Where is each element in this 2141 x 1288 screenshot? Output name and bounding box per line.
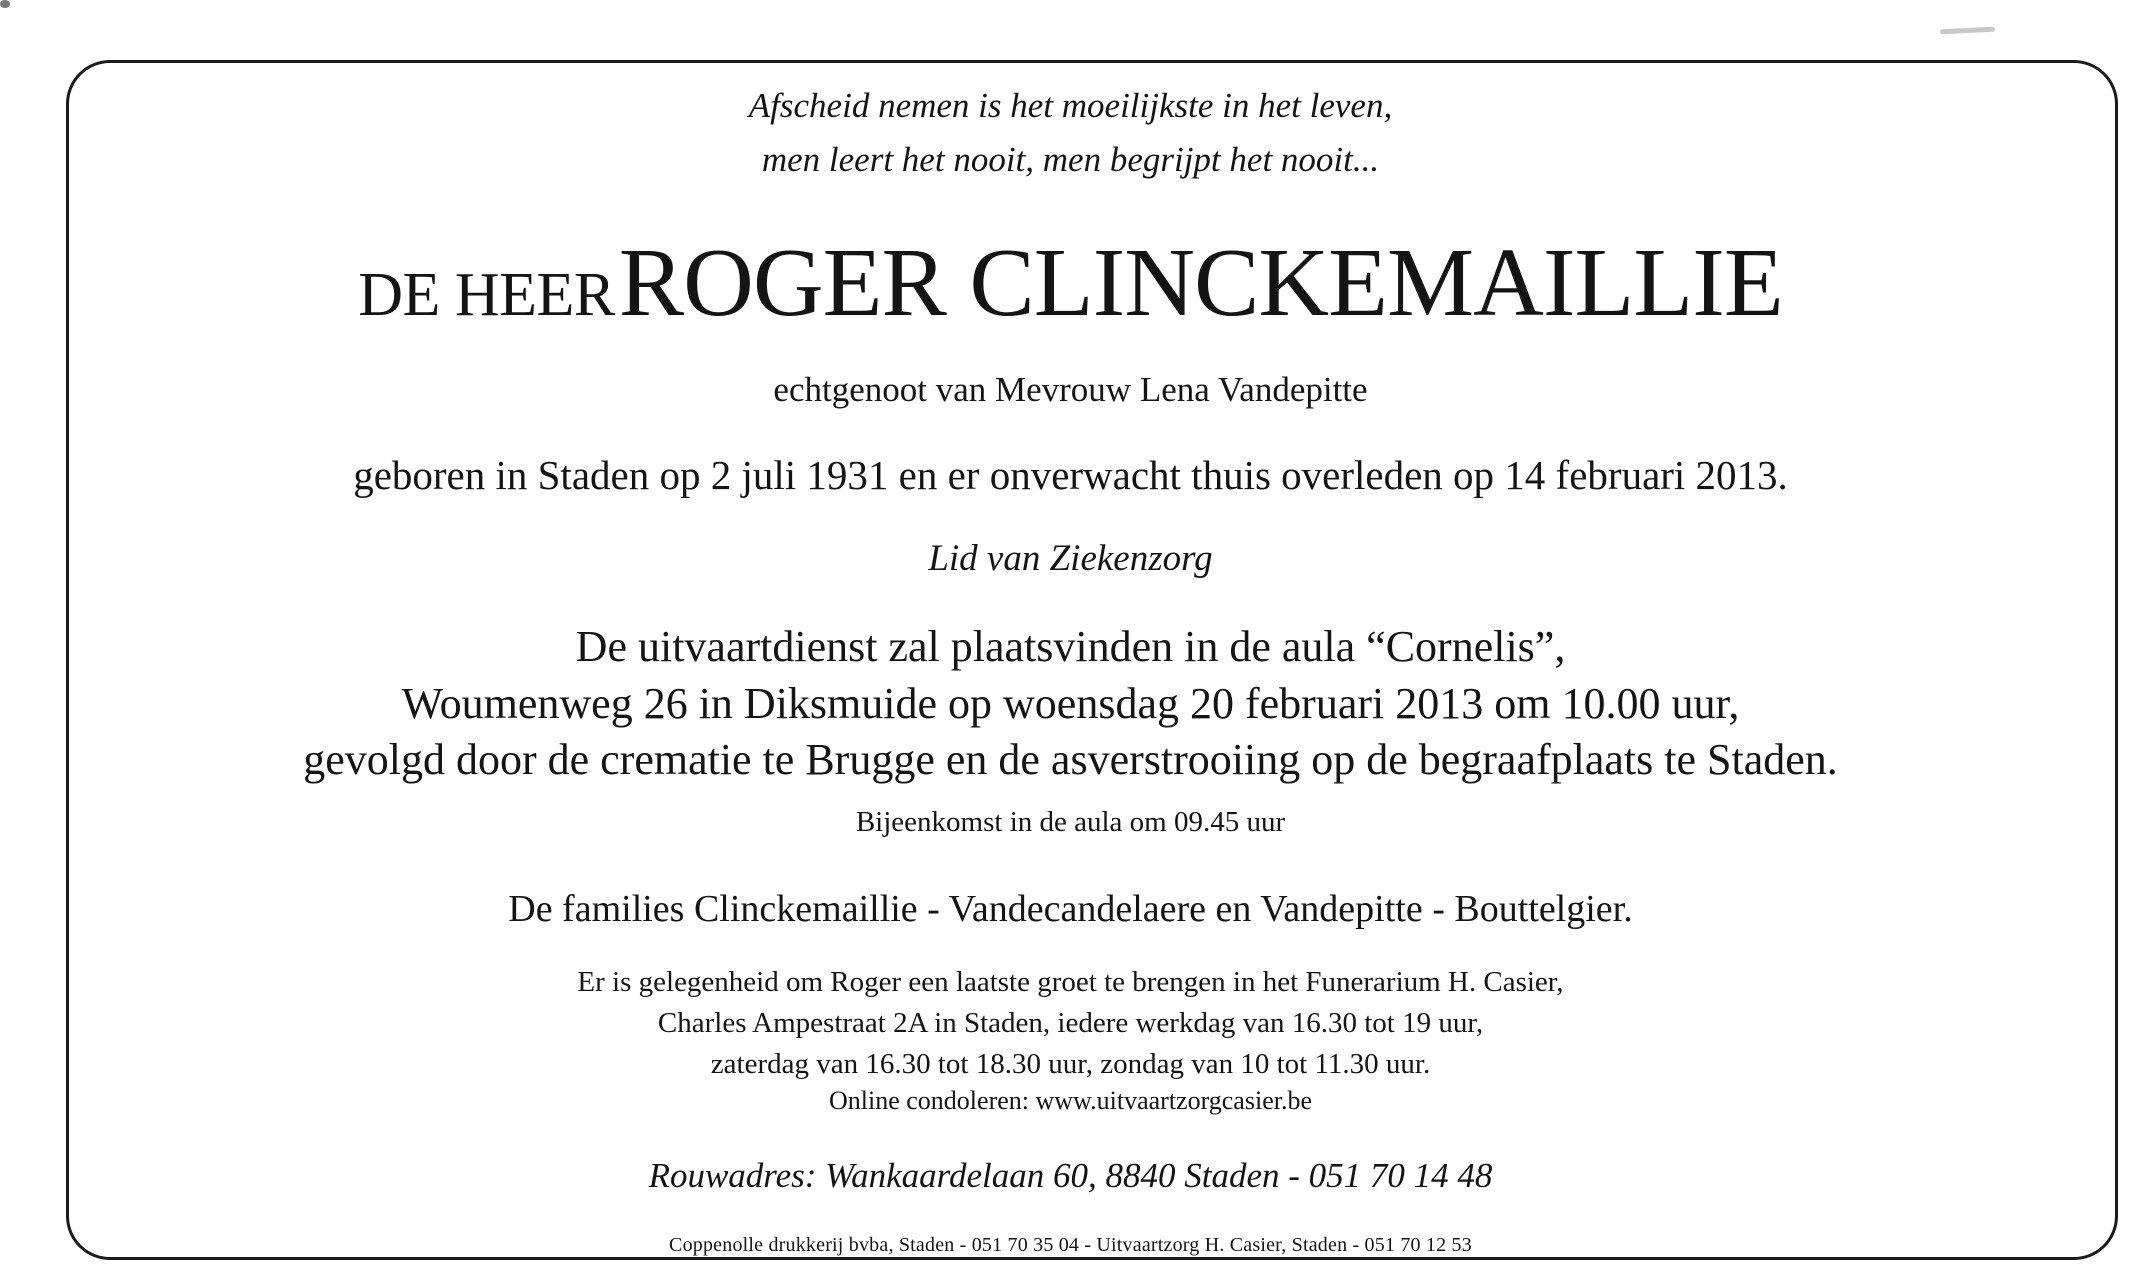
- visitation-line-1: Er is gelegenheid om Roger een laatste groet te brengen in het Funerarium H. Casier,: [577, 966, 1564, 998]
- mourning-address: Rouwadres: Wankaardelaan 60, 8840 Staden - 051 70 14 48: [648, 1156, 1493, 1195]
- visitation-line-2: Charles Ampestraat 2A in Staden, iedere werkdag van 16.30 tot 19 uur,: [657, 1007, 1484, 1039]
- printer-credits: Coppenolle drukkerij bvba, Staden - 051 70 35 04 - Uitvaartzorg H. Casier, Staden - 051 70 12 53: [669, 1234, 1472, 1256]
- membership-line: Lid van Ziekenzorg: [928, 538, 1213, 579]
- spouse-line: echtgenoot van Mevrouw Lena Vandepitte: [773, 370, 1368, 409]
- title-prefix: DE HEER: [358, 261, 615, 329]
- deceased-name: ROGER CLINCKEMAILLIE: [618, 229, 1783, 337]
- online-condolence-line: Online condoleren: www.uitvaartzorgcasier.be: [829, 1086, 1312, 1115]
- deceased-title: [0, 229, 2141, 337]
- service-line-3: gevolgd door de crematie te Brugge en de asverstrooiing op de begraafplaats te Staden.: [303, 735, 1838, 784]
- birth-death-line: geboren in Staden op 2 juli 1931 en er onverwacht thuis overleden op 14 februari 2013.: [353, 452, 1788, 498]
- service-line-1: De uitvaartdienst zal plaatsvinden in de aula “Cornelis”,: [575, 622, 1566, 671]
- service-line-2: Woumenweg 26 in Diksmuide op woensdag 20 februari 2013 om 10.00 uur,: [401, 679, 1740, 728]
- scan-speck: [1940, 27, 1995, 35]
- scan-speck: [0, 0, 10, 8]
- quote-line-2: men leert het nooit, men begrijpt het nooit...: [761, 140, 1380, 179]
- gathering-line: Bijeenkomst in de aula om 09.45 uur: [855, 806, 1286, 838]
- quote-line-1: Afscheid nemen is het moeilijkste in het leven,: [748, 86, 1393, 125]
- visitation-line-3: zaterdag van 16.30 tot 18.30 uur, zondag van 10 tot 11.30 uur.: [710, 1048, 1431, 1080]
- families-line: De families Clinckemaillie - Vandecandelaere en Vandepitte - Bouttelgier.: [508, 888, 1633, 930]
